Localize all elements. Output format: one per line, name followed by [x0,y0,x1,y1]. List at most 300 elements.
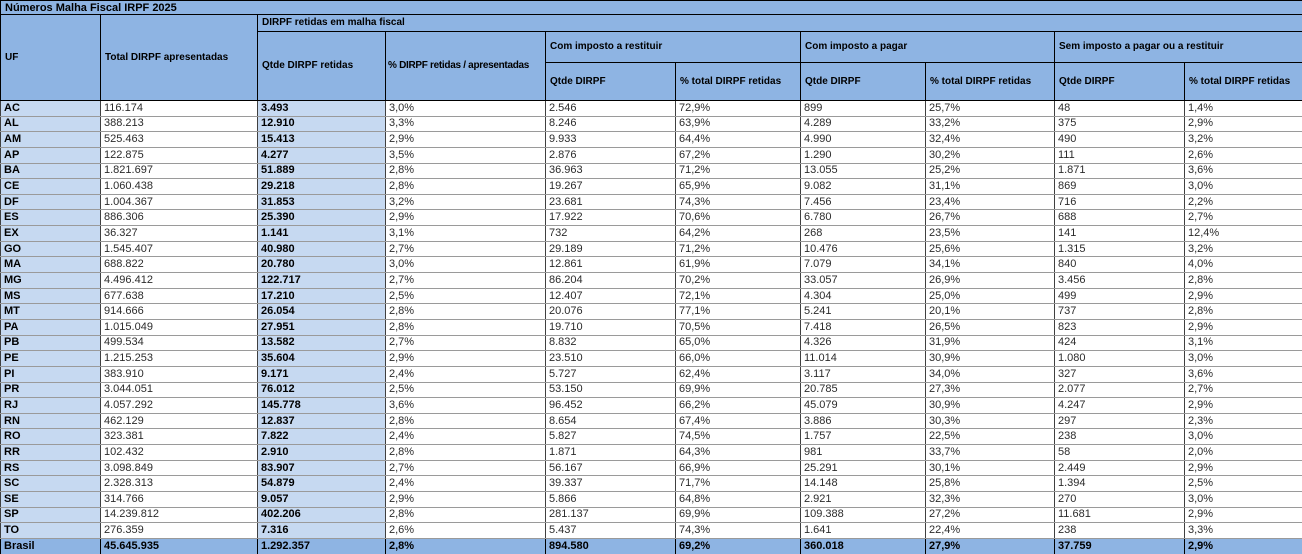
title-row [1,1,1302,15]
cell-pct-dirpf-retidas-apresentadas: 2,8% [386,413,546,429]
cell-sem-qtde-dirpf: 716 [1055,194,1185,210]
cell-pagar-pct-total: 25,6% [926,241,1055,257]
cell-qtde-dirpf-retidas: 51.889 [258,163,386,179]
cell-sem-qtde-dirpf: 11.681 [1055,507,1185,523]
cell-restituir-pct-total: 64,2% [676,226,801,242]
cell-qtde-dirpf-retidas: 54.879 [258,476,386,492]
cell-pct-dirpf-retidas-apresentadas: 2,9% [386,492,546,508]
cell-pagar-qtde-dirpf: 9.082 [801,179,926,195]
cell-total-dirpf-apresentadas: 1.821.697 [101,163,258,179]
cell-restituir-qtde-dirpf: 19.710 [546,319,676,335]
cell-total-dirpf-apresentadas: 1.015.049 [101,319,258,335]
cell-uf: RJ [1,398,101,414]
cell-sem-pct-total: 3,0% [1185,492,1302,508]
cell-sem-pct-total: 2,6% [1185,147,1302,163]
cell-sem-pct-total: 3,2% [1185,241,1302,257]
table-row-AM [1,132,1302,148]
cell-restituir-qtde-dirpf: 39.337 [546,476,676,492]
table-row-TO [1,523,1302,539]
cell-restituir-qtde-dirpf: 1.871 [546,445,676,461]
cell-pct-dirpf-retidas-apresentadas: 2,5% [386,288,546,304]
cell-restituir-qtde-dirpf: 2.546 [546,101,676,117]
cell-restituir-pct-total: 74,3% [676,523,801,539]
cell-pagar-qtde-dirpf: 10.476 [801,241,926,257]
cell-pagar-qtde-dirpf: 20.785 [801,382,926,398]
cell-restituir-qtde-dirpf: 5.437 [546,523,676,539]
cell-qtde-dirpf-retidas: 402.206 [258,507,386,523]
cell-restituir-qtde-dirpf: 19.267 [546,179,676,195]
cell-pagar-pct-total: 27,3% [926,382,1055,398]
cell-pagar-pct-total: 30,9% [926,351,1055,367]
cell-qtde-dirpf-retidas: 1.292.357 [258,538,386,554]
cell-total-dirpf-apresentadas: 1.545.407 [101,241,258,257]
cell-pct-dirpf-retidas-apresentadas: 3,2% [386,194,546,210]
cell-pagar-pct-total: 23,5% [926,226,1055,242]
table-row-RO [1,429,1302,445]
cell-sem-pct-total: 3,6% [1185,163,1302,179]
cell-uf: AC [1,101,101,117]
cell-sem-pct-total: 2,8% [1185,273,1302,289]
cell-restituir-qtde-dirpf: 281.137 [546,507,676,523]
cell-pagar-qtde-dirpf: 25.291 [801,460,926,476]
cell-pct-dirpf-retidas-apresentadas: 3,0% [386,101,546,117]
cell-uf: EX [1,226,101,242]
cell-restituir-qtde-dirpf: 732 [546,226,676,242]
cell-restituir-pct-total: 66,9% [676,460,801,476]
cell-qtde-dirpf-retidas: 4.277 [258,147,386,163]
cell-sem-pct-total: 3,1% [1185,335,1302,351]
cell-pagar-pct-total: 26,9% [926,273,1055,289]
cell-pagar-qtde-dirpf: 2.921 [801,492,926,508]
col-header-qtde-retidas: Qtde DIRPF retidas [258,32,386,101]
cell-total-dirpf-apresentadas: 1.215.253 [101,351,258,367]
cell-restituir-qtde-dirpf: 8.246 [546,116,676,132]
cell-pagar-pct-total: 30,1% [926,460,1055,476]
cell-uf: TO [1,523,101,539]
cell-qtde-dirpf-retidas: 83.907 [258,460,386,476]
cell-restituir-qtde-dirpf: 8.832 [546,335,676,351]
cell-pagar-qtde-dirpf: 4.304 [801,288,926,304]
cell-restituir-qtde-dirpf: 5.866 [546,492,676,508]
cell-restituir-pct-total: 64,4% [676,132,801,148]
cell-pagar-pct-total: 30,2% [926,147,1055,163]
cell-pagar-qtde-dirpf: 1.641 [801,523,926,539]
group-header-imposto-pagar: Com imposto a pagar [801,32,1055,63]
cell-sem-pct-total: 2,5% [1185,476,1302,492]
cell-pagar-pct-total: 23,4% [926,194,1055,210]
cell-restituir-pct-total: 74,5% [676,429,801,445]
cell-sem-qtde-dirpf: 375 [1055,116,1185,132]
cell-pct-dirpf-retidas-apresentadas: 2,8% [386,179,546,195]
cell-total-dirpf-apresentadas: 4.496.412 [101,273,258,289]
cell-restituir-qtde-dirpf: 894.580 [546,538,676,554]
cell-total-dirpf-apresentadas: 276.359 [101,523,258,539]
cell-pagar-pct-total: 34,1% [926,257,1055,273]
cell-pagar-qtde-dirpf: 981 [801,445,926,461]
cell-pagar-qtde-dirpf: 4.990 [801,132,926,148]
table-row-GO [1,241,1302,257]
col-header-pagar-qtde: Qtde DIRPF [801,63,926,101]
col-header-pagar-pct: % total DIRPF retidas [926,63,1055,101]
cell-sem-qtde-dirpf: 737 [1055,304,1185,320]
cell-sem-qtde-dirpf: 869 [1055,179,1185,195]
cell-pagar-pct-total: 32,4% [926,132,1055,148]
cell-sem-pct-total: 2,7% [1185,382,1302,398]
cell-sem-pct-total: 1,4% [1185,101,1302,117]
table-row-MT [1,304,1302,320]
cell-uf: DF [1,194,101,210]
cell-sem-pct-total: 12,4% [1185,226,1302,242]
col-header-restituir-pct: % total DIRPF retidas [676,63,801,101]
cell-restituir-qtde-dirpf: 17.922 [546,210,676,226]
cell-restituir-qtde-dirpf: 12.861 [546,257,676,273]
cell-pagar-pct-total: 26,7% [926,210,1055,226]
cell-restituir-pct-total: 70,5% [676,319,801,335]
cell-total-dirpf-apresentadas: 499.534 [101,335,258,351]
table-row-RR [1,445,1302,461]
cell-sem-qtde-dirpf: 1.394 [1055,476,1185,492]
cell-sem-qtde-dirpf: 840 [1055,257,1185,273]
cell-sem-qtde-dirpf: 48 [1055,101,1185,117]
cell-restituir-pct-total: 66,0% [676,351,801,367]
cell-qtde-dirpf-retidas: 9.057 [258,492,386,508]
cell-sem-qtde-dirpf: 238 [1055,523,1185,539]
cell-pct-dirpf-retidas-apresentadas: 3,1% [386,226,546,242]
cell-restituir-qtde-dirpf: 53.150 [546,382,676,398]
cell-sem-pct-total: 3,0% [1185,429,1302,445]
cell-pagar-qtde-dirpf: 45.079 [801,398,926,414]
cell-pagar-pct-total: 27,9% [926,538,1055,554]
cell-restituir-pct-total: 64,8% [676,492,801,508]
cell-sem-pct-total: 3,0% [1185,351,1302,367]
cell-uf: PI [1,366,101,382]
cell-pagar-qtde-dirpf: 33.057 [801,273,926,289]
cell-qtde-dirpf-retidas: 12.837 [258,413,386,429]
cell-pct-dirpf-retidas-apresentadas: 2,8% [386,445,546,461]
cell-sem-pct-total: 2,9% [1185,319,1302,335]
cell-total-dirpf-apresentadas: 122.875 [101,147,258,163]
cell-restituir-qtde-dirpf: 23.681 [546,194,676,210]
cell-qtde-dirpf-retidas: 27.951 [258,319,386,335]
col-header-uf: UF [1,15,101,101]
group-header-imposto-restituir: Com imposto a restituir [546,32,801,63]
cell-pct-dirpf-retidas-apresentadas: 2,6% [386,523,546,539]
cell-restituir-pct-total: 67,2% [676,147,801,163]
cell-total-dirpf-apresentadas: 1.060.438 [101,179,258,195]
cell-sem-pct-total: 2,9% [1185,460,1302,476]
cell-sem-pct-total: 2,2% [1185,194,1302,210]
cell-pagar-pct-total: 25,2% [926,163,1055,179]
cell-qtde-dirpf-retidas: 3.493 [258,101,386,117]
cell-sem-pct-total: 3,3% [1185,523,1302,539]
table-row-ES [1,210,1302,226]
table-row-PI [1,366,1302,382]
cell-sem-qtde-dirpf: 499 [1055,288,1185,304]
cell-uf: PB [1,335,101,351]
page-title: Números Malha Fiscal IRPF 2025 [1,1,1302,15]
cell-pagar-qtde-dirpf: 3.886 [801,413,926,429]
cell-restituir-pct-total: 71,2% [676,163,801,179]
table-row-MA [1,257,1302,273]
cell-sem-qtde-dirpf: 58 [1055,445,1185,461]
cell-total-dirpf-apresentadas: 323.381 [101,429,258,445]
cell-sem-pct-total: 3,0% [1185,179,1302,195]
cell-uf: RO [1,429,101,445]
cell-pagar-pct-total: 33,2% [926,116,1055,132]
cell-pagar-pct-total: 34,0% [926,366,1055,382]
cell-pct-dirpf-retidas-apresentadas: 2,8% [386,304,546,320]
cell-sem-pct-total: 2,8% [1185,304,1302,320]
cell-restituir-qtde-dirpf: 20.076 [546,304,676,320]
cell-pagar-qtde-dirpf: 11.014 [801,351,926,367]
cell-uf: MA [1,257,101,273]
cell-sem-qtde-dirpf: 4.247 [1055,398,1185,414]
group-header-sem-imposto: Sem imposto a pagar ou a restituir [1055,32,1302,63]
cell-restituir-qtde-dirpf: 12.407 [546,288,676,304]
table-row-DF [1,194,1302,210]
cell-uf: PR [1,382,101,398]
cell-pct-dirpf-retidas-apresentadas: 3,5% [386,147,546,163]
cell-total-dirpf-apresentadas: 314.766 [101,492,258,508]
table-row-SC [1,476,1302,492]
cell-qtde-dirpf-retidas: 12.910 [258,116,386,132]
cell-pct-dirpf-retidas-apresentadas: 2,7% [386,335,546,351]
group-header-retidas-malha: DIRPF retidas em malha fiscal [258,15,1302,32]
cell-total-dirpf-apresentadas: 116.174 [101,101,258,117]
cell-sem-pct-total: 2,0% [1185,445,1302,461]
cell-pagar-pct-total: 25,0% [926,288,1055,304]
cell-total-dirpf-apresentadas: 388.213 [101,116,258,132]
cell-pagar-qtde-dirpf: 109.388 [801,507,926,523]
cell-pagar-qtde-dirpf: 1.290 [801,147,926,163]
col-header-sem-pct: % total DIRPF retidas [1185,63,1302,101]
cell-pagar-qtde-dirpf: 13.055 [801,163,926,179]
cell-restituir-pct-total: 67,4% [676,413,801,429]
cell-restituir-qtde-dirpf: 2.876 [546,147,676,163]
cell-pct-dirpf-retidas-apresentadas: 2,7% [386,460,546,476]
cell-restituir-pct-total: 63,9% [676,116,801,132]
cell-pagar-pct-total: 25,8% [926,476,1055,492]
cell-pagar-pct-total: 22,4% [926,523,1055,539]
cell-pct-dirpf-retidas-apresentadas: 2,8% [386,319,546,335]
cell-sem-pct-total: 3,2% [1185,132,1302,148]
cell-sem-qtde-dirpf: 141 [1055,226,1185,242]
table-row-AL [1,116,1302,132]
cell-qtde-dirpf-retidas: 31.853 [258,194,386,210]
cell-total-dirpf-apresentadas: 2.328.313 [101,476,258,492]
cell-total-dirpf-apresentadas: 14.239.812 [101,507,258,523]
table-row-BA [1,163,1302,179]
table-row-RS [1,460,1302,476]
cell-sem-pct-total: 4,0% [1185,257,1302,273]
cell-restituir-qtde-dirpf: 5.827 [546,429,676,445]
cell-pagar-qtde-dirpf: 4.326 [801,335,926,351]
cell-pct-dirpf-retidas-apresentadas: 2,4% [386,476,546,492]
cell-sem-qtde-dirpf: 1.871 [1055,163,1185,179]
cell-qtde-dirpf-retidas: 29.218 [258,179,386,195]
cell-pagar-pct-total: 30,3% [926,413,1055,429]
cell-total-dirpf-apresentadas: 886.306 [101,210,258,226]
cell-total-dirpf-apresentadas: 3.098.849 [101,460,258,476]
cell-total-dirpf-apresentadas: 45.645.935 [101,538,258,554]
table-row-SE [1,492,1302,508]
cell-restituir-pct-total: 61,9% [676,257,801,273]
cell-sem-pct-total: 2,7% [1185,210,1302,226]
cell-pagar-qtde-dirpf: 268 [801,226,926,242]
cell-restituir-pct-total: 66,2% [676,398,801,414]
cell-pct-dirpf-retidas-apresentadas: 2,8% [386,507,546,523]
cell-sem-pct-total: 2,9% [1185,507,1302,523]
table-row-MG [1,273,1302,289]
cell-uf: SP [1,507,101,523]
cell-pagar-pct-total: 27,2% [926,507,1055,523]
cell-restituir-pct-total: 70,2% [676,273,801,289]
table-row-PB [1,335,1302,351]
cell-pct-dirpf-retidas-apresentadas: 3,3% [386,116,546,132]
cell-qtde-dirpf-retidas: 13.582 [258,335,386,351]
cell-sem-pct-total: 2,9% [1185,398,1302,414]
table-row-MS [1,288,1302,304]
cell-pct-dirpf-retidas-apresentadas: 2,9% [386,132,546,148]
cell-total-dirpf-apresentadas: 102.432 [101,445,258,461]
cell-restituir-qtde-dirpf: 9.933 [546,132,676,148]
cell-pct-dirpf-retidas-apresentadas: 3,0% [386,257,546,273]
cell-total-dirpf-apresentadas: 383.910 [101,366,258,382]
cell-sem-qtde-dirpf: 3.456 [1055,273,1185,289]
cell-pct-dirpf-retidas-apresentadas: 2,9% [386,351,546,367]
cell-sem-qtde-dirpf: 297 [1055,413,1185,429]
col-header-pct-retidas-apresentadas: % DIRPF retidas / apresentadas [386,32,546,101]
table-row-RN [1,413,1302,429]
cell-pct-dirpf-retidas-apresentadas: 2,4% [386,429,546,445]
cell-sem-qtde-dirpf: 490 [1055,132,1185,148]
cell-qtde-dirpf-retidas: 7.316 [258,523,386,539]
cell-uf: ES [1,210,101,226]
cell-uf: RR [1,445,101,461]
cell-sem-pct-total: 3,6% [1185,366,1302,382]
cell-sem-qtde-dirpf: 1.315 [1055,241,1185,257]
cell-sem-pct-total: 2,9% [1185,288,1302,304]
cell-restituir-qtde-dirpf: 96.452 [546,398,676,414]
cell-sem-qtde-dirpf: 238 [1055,429,1185,445]
cell-uf: MT [1,304,101,320]
table-row-RJ [1,398,1302,414]
cell-sem-qtde-dirpf: 2.449 [1055,460,1185,476]
cell-restituir-pct-total: 69,2% [676,538,801,554]
cell-sem-pct-total: 2,9% [1185,116,1302,132]
cell-pagar-qtde-dirpf: 14.148 [801,476,926,492]
cell-pagar-pct-total: 26,5% [926,319,1055,335]
cell-qtde-dirpf-retidas: 17.210 [258,288,386,304]
cell-uf: MG [1,273,101,289]
total-row-brasil [1,538,1302,554]
cell-qtde-dirpf-retidas: 145.778 [258,398,386,414]
cell-pagar-qtde-dirpf: 1.757 [801,429,926,445]
cell-restituir-qtde-dirpf: 86.204 [546,273,676,289]
table-row-AC [1,101,1302,117]
cell-uf: AL [1,116,101,132]
cell-uf: PA [1,319,101,335]
cell-sem-qtde-dirpf: 424 [1055,335,1185,351]
cell-sem-qtde-dirpf: 688 [1055,210,1185,226]
cell-restituir-pct-total: 69,9% [676,507,801,523]
col-header-sem-qtde: Qtde DIRPF [1055,63,1185,101]
cell-pagar-pct-total: 22,5% [926,429,1055,445]
cell-qtde-dirpf-retidas: 122.717 [258,273,386,289]
cell-total-dirpf-apresentadas: 3.044.051 [101,382,258,398]
cell-pagar-qtde-dirpf: 6.780 [801,210,926,226]
cell-sem-pct-total: 2,9% [1185,538,1302,554]
cell-sem-qtde-dirpf: 270 [1055,492,1185,508]
cell-qtde-dirpf-retidas: 1.141 [258,226,386,242]
cell-qtde-dirpf-retidas: 15.413 [258,132,386,148]
table-row-AP [1,147,1302,163]
cell-pagar-pct-total: 25,7% [926,101,1055,117]
cell-pagar-pct-total: 20,1% [926,304,1055,320]
cell-restituir-pct-total: 70,6% [676,210,801,226]
cell-sem-qtde-dirpf: 823 [1055,319,1185,335]
cell-total-dirpf-apresentadas: 1.004.367 [101,194,258,210]
cell-restituir-pct-total: 71,2% [676,241,801,257]
cell-qtde-dirpf-retidas: 2.910 [258,445,386,461]
cell-pct-dirpf-retidas-apresentadas: 2,7% [386,273,546,289]
cell-qtde-dirpf-retidas: 20.780 [258,257,386,273]
table-row-CE [1,179,1302,195]
cell-uf: AP [1,147,101,163]
cell-restituir-pct-total: 65,9% [676,179,801,195]
table-row-PR [1,382,1302,398]
table-row-EX [1,226,1302,242]
cell-qtde-dirpf-retidas: 25.390 [258,210,386,226]
cell-pagar-qtde-dirpf: 7.418 [801,319,926,335]
cell-pct-dirpf-retidas-apresentadas: 2,4% [386,366,546,382]
cell-total-dirpf-apresentadas: 36.327 [101,226,258,242]
header-row-group [1,15,1302,32]
cell-uf: Brasil [1,538,101,554]
cell-total-dirpf-apresentadas: 4.057.292 [101,398,258,414]
cell-restituir-pct-total: 62,4% [676,366,801,382]
col-header-total-apresentadas: Total DIRPF apresentadas [101,15,258,101]
cell-pct-dirpf-retidas-apresentadas: 2,8% [386,538,546,554]
cell-sem-qtde-dirpf: 111 [1055,147,1185,163]
cell-restituir-pct-total: 64,3% [676,445,801,461]
cell-restituir-pct-total: 71,7% [676,476,801,492]
cell-pct-dirpf-retidas-apresentadas: 2,8% [386,163,546,179]
cell-restituir-pct-total: 69,9% [676,382,801,398]
table-row-PE [1,351,1302,367]
cell-uf: CE [1,179,101,195]
cell-pagar-qtde-dirpf: 4.289 [801,116,926,132]
cell-uf: RS [1,460,101,476]
cell-uf: MS [1,288,101,304]
cell-restituir-qtde-dirpf: 5.727 [546,366,676,382]
cell-restituir-qtde-dirpf: 23.510 [546,351,676,367]
cell-pct-dirpf-retidas-apresentadas: 3,6% [386,398,546,414]
cell-restituir-pct-total: 74,3% [676,194,801,210]
cell-uf: SC [1,476,101,492]
cell-restituir-pct-total: 77,1% [676,304,801,320]
cell-sem-pct-total: 2,3% [1185,413,1302,429]
cell-uf: PE [1,351,101,367]
table-row-PA [1,319,1302,335]
cell-uf: GO [1,241,101,257]
cell-pct-dirpf-retidas-apresentadas: 2,5% [386,382,546,398]
cell-uf: SE [1,492,101,508]
cell-sem-qtde-dirpf: 1.080 [1055,351,1185,367]
cell-sem-qtde-dirpf: 2.077 [1055,382,1185,398]
cell-qtde-dirpf-retidas: 35.604 [258,351,386,367]
cell-uf: BA [1,163,101,179]
